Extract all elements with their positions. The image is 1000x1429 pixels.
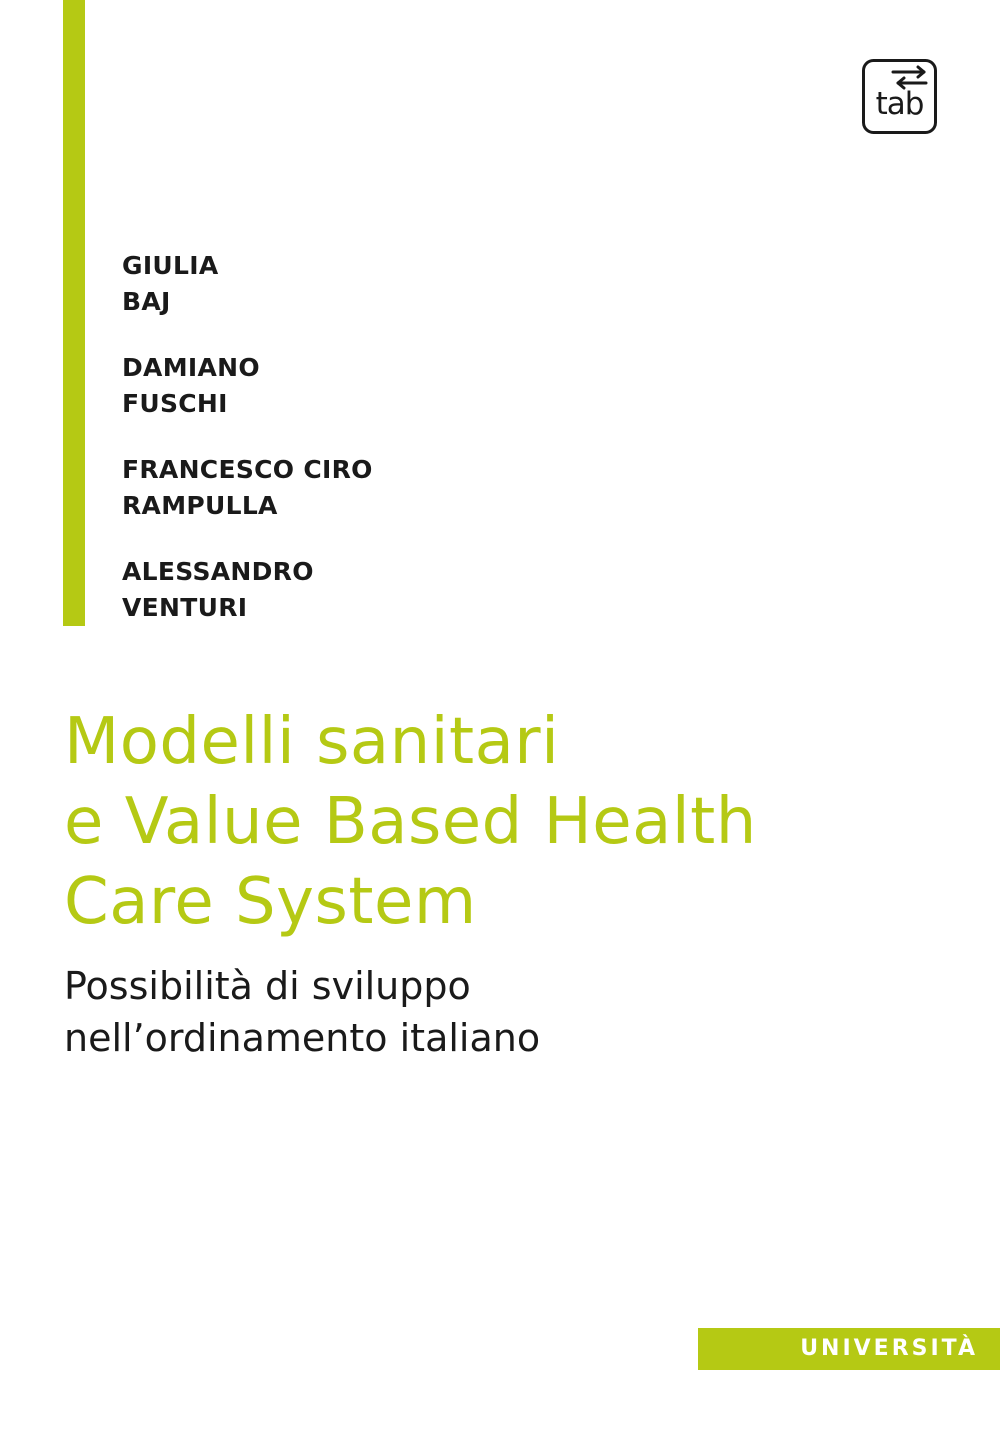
author-last-name: BAJ: [122, 287, 171, 316]
accent-bar: [63, 0, 85, 626]
author-list: [122, 248, 373, 656]
title-line: Care System: [64, 865, 477, 939]
title-line: Modelli sanitari: [64, 705, 560, 779]
author-first-name: GIULIA: [122, 251, 219, 280]
author-last-name: RAMPULLA: [122, 491, 278, 520]
author-last-name: VENTURI: [122, 593, 248, 622]
book-title: [64, 702, 964, 942]
author: [122, 554, 373, 626]
title-line: e Value Based Health: [64, 785, 757, 859]
book-subtitle: [64, 960, 540, 1064]
subtitle-line: nell’ordinamento italiano: [64, 1016, 541, 1060]
author-last-name: FUSCHI: [122, 389, 228, 418]
series-band: [698, 1328, 1000, 1370]
author-first-name: DAMIANO: [122, 353, 260, 382]
author: [122, 248, 373, 320]
author: [122, 350, 373, 422]
publisher-logo: [862, 59, 937, 134]
author-first-name: ALESSANDRO: [122, 557, 314, 586]
logo-text: tab: [875, 86, 924, 122]
author: [122, 452, 373, 524]
series-label: UNIVERSITÀ: [800, 1336, 978, 1361]
author-first-name: FRANCESCO CIRO: [122, 455, 373, 484]
subtitle-line: Possibilità di sviluppo: [64, 964, 471, 1008]
